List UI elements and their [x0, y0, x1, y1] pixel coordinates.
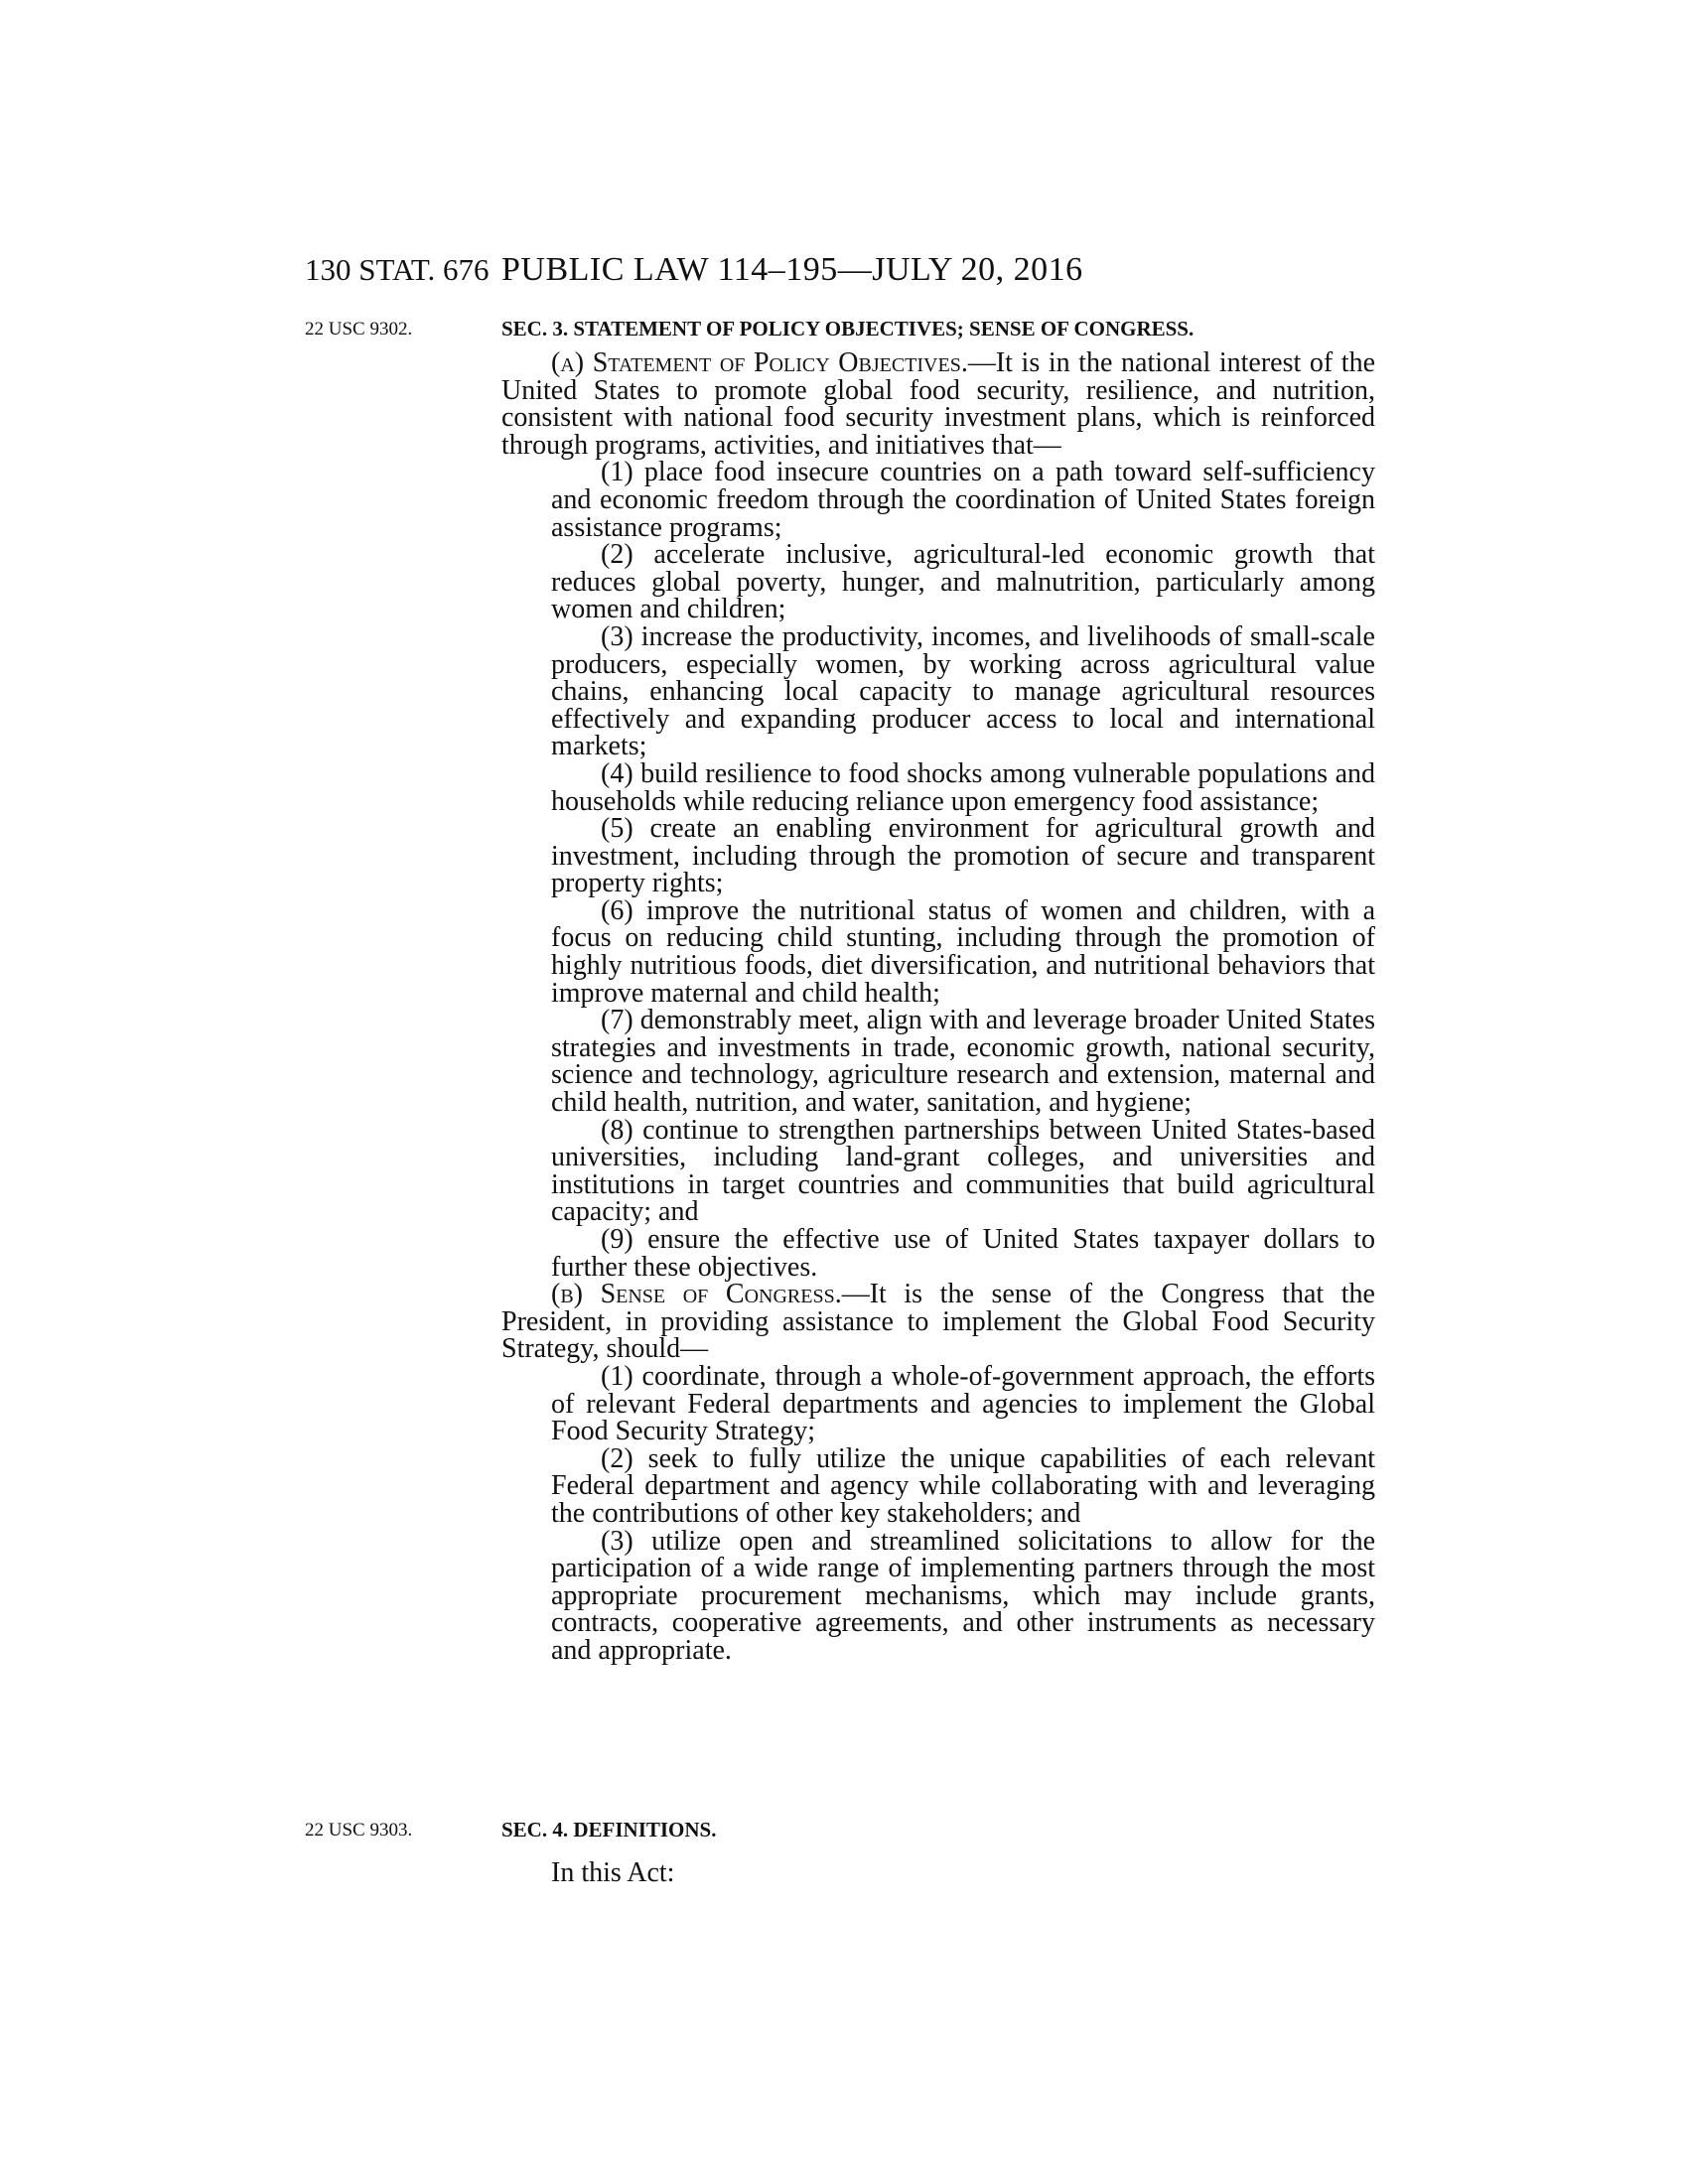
subsection-a-item-9: (9) ensure the effective use of United States taxpayer dollars to further these objectives. — [551, 1224, 1375, 1283]
subsection-b-item-3: (3) utilize open and streamlined solicitations to allow for the participation of a wide range of implementing partners through the most appropriate procurement mechanisms, which may include grants, contracts, cooperative agreements, and other instruments as necessary and appropriate. — [551, 1525, 1375, 1666]
subsection-b-item-1: (1) coordinate, through a whole-of-government approach, the efforts of relevant Federal departments and agencies to implement the Global Food Security Strategy; — [551, 1360, 1375, 1447]
margin-note-section-4: 22 USC 9303. — [305, 1820, 413, 1841]
subsection-a-item-1: (1) place food insecure countries on a path toward self-sufficiency and economic freedom through the coordination of United States foreign assistance programs; — [551, 457, 1375, 543]
public-law-title: PUBLIC LAW 114–195—JULY 20, 2016 — [501, 251, 1083, 288]
subsection-a-item-6: (6) improve the nutritional status of women and children, with a focus on reducing child stunting, including through the promotion of highly nutritious foods, diet diversification, and nutritional behaviors that improve maternal and child health; — [551, 894, 1375, 1009]
subsection-a-item-3: (3) increase the productivity, incomes, and livelihoods of small-scale producers, especially women, by working across agricultural value chains, enhancing local capacity to manage agricultural resources effectively and expanding producer access to local and international markets; — [551, 620, 1375, 762]
subsection-a — [501, 349, 1375, 459]
subsection-a-item-4: (4) build resilience to food shocks among vulnerable populations and households while reducing reliance upon emergency food assistance; — [551, 757, 1375, 817]
statute-page-number: 130 STAT. 676 — [305, 252, 490, 287]
subsection-a-item-5: (5) create an enabling environment for agricultural growth and investment, including through the promotion of secure and transparent property rights; — [551, 813, 1375, 899]
section-4-heading: SEC. 4. DEFINITIONS. — [501, 1818, 717, 1842]
section-3-heading: SEC. 3. STATEMENT OF POLICY OBJECTIVES; SENSE OF CONGRESS. — [501, 317, 1195, 341]
section-4-intro: In this Act: — [551, 1857, 675, 1888]
subsection-b-item-2: (2) seek to fully utilize the unique capabilities of each relevant Federal department and agency while collaborating with and leveraging the contributions of other key stakeholders; and — [551, 1442, 1375, 1529]
subsection-a-text: —It is in the national interest of the United States to promote global food security, resilience, and nutrition, consistent with national food security investment plans, which is reinforced through programs, activities, and initiatives that— — [501, 347, 1376, 461]
section-3-body — [501, 349, 1375, 1665]
subsection-b — [501, 1281, 1375, 1363]
subsection-a-item-8: (8) continue to strengthen partnerships between United States-based universities, including land-grant colleges, and universities and institutions in target countries and communities that build agricultural capacity; and — [551, 1114, 1375, 1228]
subsection-a-item-2: (2) accelerate inclusive, agricultural-led economic growth that reduces global poverty, hunger, and malnutrition, particularly among women and children; — [551, 539, 1375, 625]
subsection-b-caption: (b) Sense of Congress. — [551, 1279, 842, 1310]
subsection-b-text: —It is the sense of the Congress that the President, in providing assistance to implement the Global Food Security Strategy, should— — [501, 1279, 1375, 1365]
running-header — [0, 250, 1688, 290]
subsection-a-caption: (a) Statement of Policy Objectives. — [551, 347, 968, 378]
subsection-a-item-7: (7) demonstrably meet, align with and leverage broader United States strategies and investments in trade, economic growth, national security, science and technology, agriculture research and extension, maternal and child health, nutrition, and water, sanitation, and hygiene; — [551, 1005, 1375, 1119]
margin-note-section-3: 22 USC 9302. — [305, 319, 413, 340]
